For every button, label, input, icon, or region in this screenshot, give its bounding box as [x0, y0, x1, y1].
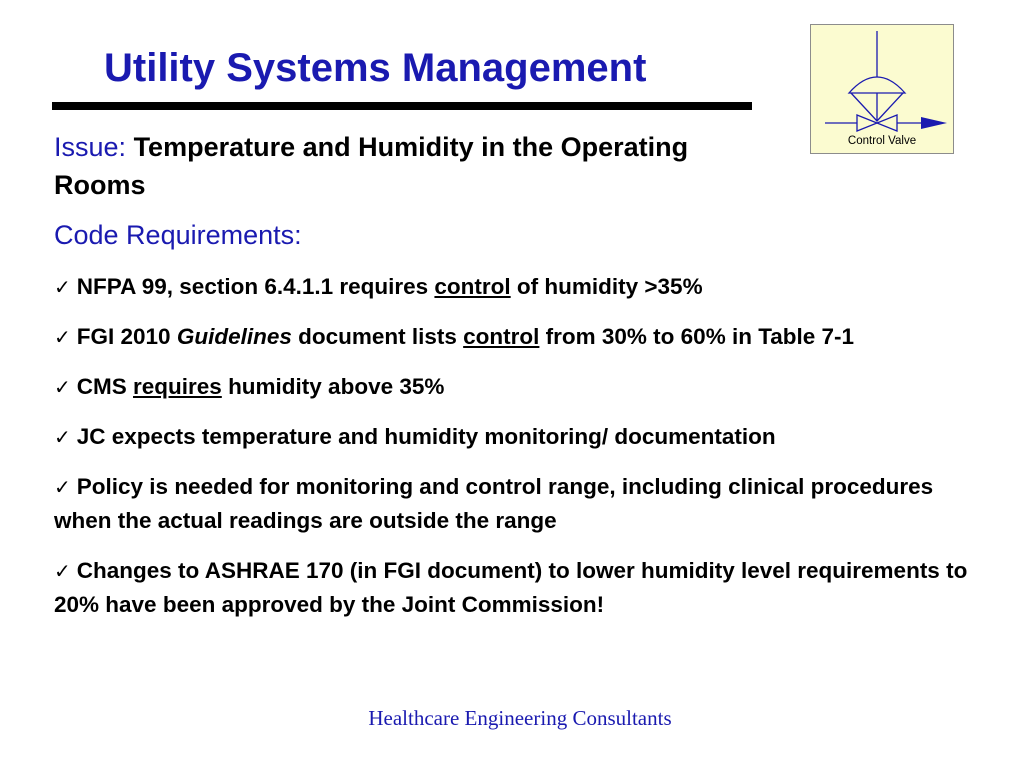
issue-text: Temperature and Humidity in the Operating Rooms	[54, 132, 689, 200]
issue-label: Issue:	[54, 132, 127, 162]
requirement-text: JC expects temperature and humidity monitoring/ documentation	[76, 424, 776, 449]
requirement-text: NFPA 99, section 6.4.1.1 requires	[76, 274, 435, 299]
requirement-emphasis: control	[463, 324, 540, 349]
requirement-text: humidity above 35%	[221, 374, 445, 399]
requirement-item	[54, 554, 974, 622]
title-divider	[52, 102, 752, 110]
requirement-text: of humidity >35%	[510, 274, 703, 299]
control-valve-diagram	[810, 24, 954, 154]
requirement-text: FGI 2010	[76, 324, 177, 349]
slide-title: Utility Systems Management	[104, 46, 647, 90]
requirement-text: document lists	[291, 324, 464, 349]
code-requirements-heading: Code Requirements:	[54, 220, 302, 250]
footer-text: Healthcare Engineering Consultants	[368, 706, 672, 730]
requirement-item	[54, 270, 974, 304]
requirement-item	[54, 370, 974, 404]
requirement-text: Policy is needed for monitoring and control range, including clinical procedures when the actual readings are outside the range	[54, 474, 934, 533]
requirement-italic: Guidelines	[176, 324, 292, 349]
requirement-text: CMS	[76, 374, 134, 399]
checkmark-icon: ✓	[54, 475, 71, 499]
diagram-caption: Control Valve	[847, 135, 917, 147]
checkmark-icon: ✓	[54, 275, 71, 299]
requirement-item	[54, 420, 974, 454]
requirement-item	[54, 470, 974, 538]
requirement-emphasis: requires	[133, 374, 222, 399]
checkmark-icon: ✓	[54, 559, 71, 583]
issue-statement	[54, 128, 754, 204]
requirement-text: from 30% to 60% in Table 7-1	[539, 324, 855, 349]
requirement-emphasis: control	[434, 274, 511, 299]
checkmark-icon: ✓	[54, 425, 71, 449]
requirement-text: Changes to ASHRAE 170 (in FGI document) to lower humidity level requirements to 20% have been approved by the Joint Commission!	[54, 558, 968, 617]
checkmark-icon: ✓	[54, 325, 71, 349]
requirement-item	[54, 320, 974, 354]
requirements-list	[54, 270, 974, 638]
checkmark-icon: ✓	[54, 375, 71, 399]
